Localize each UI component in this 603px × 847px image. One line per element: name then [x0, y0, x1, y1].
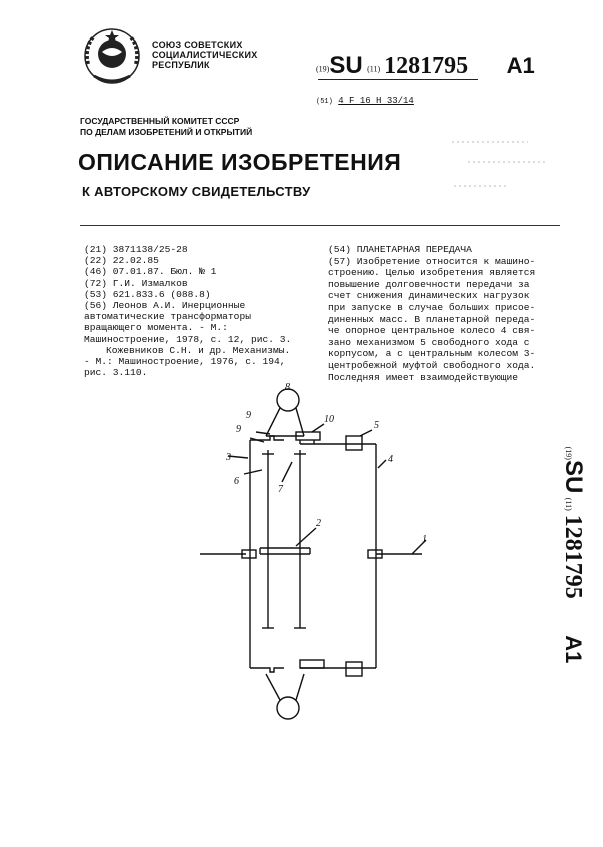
faded-stamp — [448, 128, 558, 200]
biblio-row: (21) 3871138/25-28 — [84, 244, 188, 255]
abstract-line: счет снижения динамических нагрузок — [328, 290, 530, 302]
header-divider — [80, 225, 560, 226]
inid-code-19: (19) — [316, 64, 330, 74]
document-title: ОПИСАНИЕ ИЗОБРЕТЕНИЯ — [78, 149, 402, 175]
country-code: SU — [329, 52, 363, 79]
label-2: 2 — [316, 518, 321, 529]
label-4: 4 — [388, 454, 393, 465]
freewheel-5-bottom — [346, 662, 362, 676]
abstract-line: че опорное центральное колесо 4 свя- — [328, 325, 536, 337]
label-10: 10 — [324, 414, 334, 425]
abstract-line: при запуске в случае больших присое- — [328, 301, 536, 313]
biblio-row: (72) Г.И. Измалков — [84, 277, 188, 289]
link-top-left — [266, 408, 280, 436]
document-subtitle: К АВТОРСКОМУ СВИДЕТЕЛЬСТВУ — [82, 184, 311, 199]
reference-2: Кожевников С.Н. и др. Механизмы. - М.: Машиностроение, 1976, с. 194, рис. 3.110. — [84, 344, 291, 379]
inid-code-11: (11) — [367, 64, 381, 74]
label-1: 1 — [422, 534, 427, 545]
ussr-emblem — [80, 24, 144, 88]
country-name: СОЮЗ СОВЕТСКИХ СОЦИАЛИСТИЧЕСКИХ РЕСПУБЛИК — [152, 40, 258, 70]
label-8: 8 — [285, 382, 290, 393]
abstract-line: корпусом, а с центральным колесом 3- — [328, 348, 536, 360]
label-6: 6 — [234, 476, 239, 487]
biblio-row: (22) 22.02.85 — [84, 255, 159, 267]
bibliographic-data — [84, 244, 294, 378]
freewheel-5-top — [346, 436, 362, 450]
abstract-line: зано механизмом 5 свободного хода с — [328, 336, 530, 348]
number-underline — [318, 79, 478, 80]
kind-code: A1 — [506, 53, 535, 78]
flyweight-bottom — [277, 697, 299, 719]
abstract-title: (54) ПЛАНЕТАРНАЯ ПЕРЕДАЧА — [328, 244, 472, 255]
abstract-line: повышение долговечности передачи за — [328, 278, 530, 290]
planetary-gear-drawing — [200, 378, 440, 722]
abstract-line: центробежной муфтой свободного хода. — [328, 359, 536, 371]
label-9b: 9 — [236, 424, 241, 435]
committee-name: ГОСУДАРСТВЕННЫЙ КОМИТЕТ СССР ПО ДЕЛАМ ИЗОБРЕТЕНИЙ И ОТКРЫТИЙ — [80, 116, 253, 137]
label-3: 3 — [226, 452, 231, 463]
abstract-line: (57) Изобретение относится к машино- — [328, 255, 536, 267]
biblio-row: (53) 621.833.6 (088.8) — [84, 288, 211, 300]
abstract-line: строению. Целью изобретения является — [328, 267, 536, 279]
abstract — [328, 244, 548, 383]
patent-number-line — [316, 52, 535, 80]
label-9a: 9 — [246, 410, 251, 421]
abstract-line: диненных масс. В планетарной переда- — [328, 313, 536, 325]
label-5: 5 — [374, 420, 379, 431]
ipc-classification: (51) 4 F 16 H 33/14 — [316, 96, 414, 106]
reference-1: (56) Леонов А.И. Инерционные автоматические трансформаторы вращающего момента. - М.: Машиностроение, 1978, с. 12, рис. 3. — [84, 300, 292, 345]
label-7: 7 — [278, 484, 283, 495]
patent-number: 1281795 — [384, 53, 469, 79]
biblio-row: (46) 07.01.87. Бюл. № 1 — [84, 266, 217, 278]
abstract-line: Последняя имеет взаимодействующие — [328, 371, 518, 383]
side-patent-number: (19)SU (11)1281795 A1 — [560, 446, 587, 664]
